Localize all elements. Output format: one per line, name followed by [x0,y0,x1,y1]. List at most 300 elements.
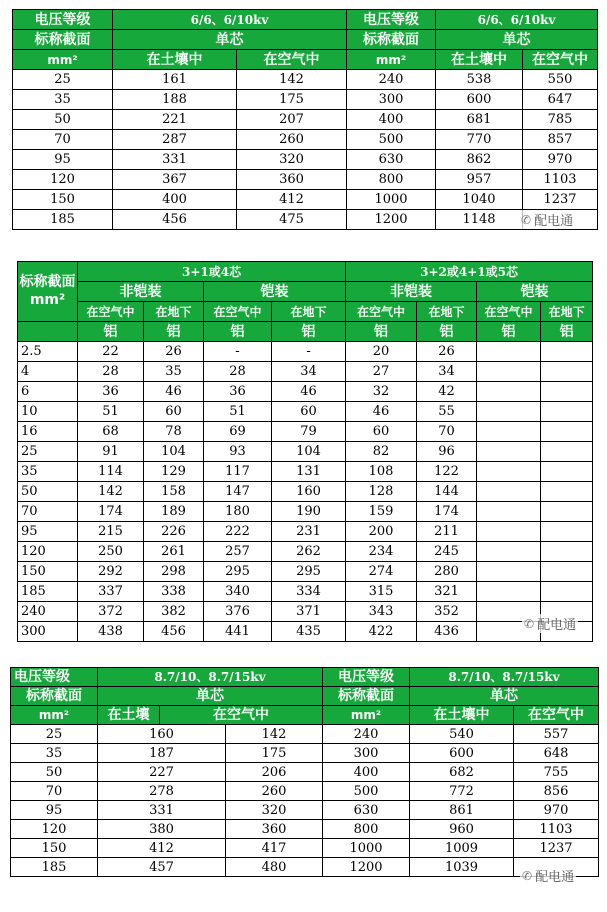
armored-air-cell: 147 [204,482,272,502]
unarmored-ground-cell: 226 [144,522,204,542]
air-value-cell: 360 [237,170,347,190]
armored-air-cell: 93 [204,442,272,462]
section-cell: 300 [347,90,436,110]
unarmored-ground-cell: 96 [417,442,477,462]
air-value-cell: 175 [237,90,347,110]
armored-header: 铠装 [477,282,593,302]
armored-air-cell: - [204,342,272,362]
table-row [13,110,598,130]
section-cell: 500 [323,782,410,801]
unarmored-air-cell: 28 [78,362,144,382]
unarmored-air-cell: 32 [346,382,417,402]
col-underground: 在地下 [272,302,346,322]
unarmored-air-cell: 36 [78,382,144,402]
armored-air-cell [477,482,541,502]
soil-value-cell: 331 [98,801,226,820]
unarmored-ground-cell: 338 [144,582,204,602]
table-row [11,744,599,763]
armored-air-cell: 340 [204,582,272,602]
soil-value-cell: 960 [410,820,514,839]
armored-air-cell [477,362,541,382]
unarmored-ground-cell: 352 [417,602,477,622]
unarmored-ground-cell: 382 [144,602,204,622]
section-cell: 240 [347,70,436,90]
armored-ground-cell [541,442,593,462]
aluminum-header: 铝 [78,322,144,342]
watermark-text: 配电通 [534,214,574,229]
unarmored-ground-cell: 158 [144,482,204,502]
unarmored-ground-cell: 78 [144,422,204,442]
unarmored-ground-cell: 280 [417,562,477,582]
armored-air-cell [477,422,541,442]
section-cell: 2.5 [18,342,78,362]
aluminum-header: 铝 [272,322,346,342]
chat-bubble-icon: ✆ [522,868,533,883]
unarmored-air-cell: 51 [78,402,144,422]
table-row [13,170,598,190]
air-value-cell: 412 [237,190,347,210]
table-row [18,382,593,402]
unarmored-ground-cell: 298 [144,562,204,582]
armored-ground-cell [541,402,593,422]
table-row [13,210,598,230]
section-cell: 1200 [323,858,410,877]
core-header: 单芯 [113,30,347,50]
col-in-air: 在空气中 [523,50,598,70]
armored-ground-cell: 160 [272,482,346,502]
unarmored-ground-cell: 129 [144,462,204,482]
air-value-cell: 475 [237,210,347,230]
table-row [11,801,599,820]
armored-air-cell: 180 [204,502,272,522]
table-row [18,442,593,462]
armored-ground-cell [541,562,593,582]
section-header: 标称截面 [13,30,113,50]
section-cell: 25 [11,725,98,744]
section-cell: 1200 [347,210,436,230]
table-row [11,839,599,858]
soil-value-cell: 457 [98,858,226,877]
table-row [18,342,593,362]
soil-value-cell: 770 [436,130,523,150]
aluminum-header: 铝 [204,322,272,342]
soil-value-cell: 187 [98,744,226,763]
unarmored-ground-cell: 321 [417,582,477,602]
armored-ground-cell: 295 [272,562,346,582]
col-in-air: 在空气中 [237,50,347,70]
table-row [18,602,593,622]
section-header: 标称截面 [323,687,410,706]
air-value-cell: 647 [523,90,598,110]
section-cell: 300 [323,744,410,763]
table-row [18,562,593,582]
table1-body [13,70,598,230]
air-value-cell: 1103 [523,170,598,190]
armored-ground-cell: 60 [272,402,346,422]
voltage-value: 8.7/10、8.7/15kv [98,668,323,687]
armored-ground-cell [541,502,593,522]
unarmored-air-cell: 422 [346,622,417,642]
unarmored-air-cell: 22 [78,342,144,362]
soil-value-cell: 681 [436,110,523,130]
air-value-cell: 970 [514,801,599,820]
col-in-air: 在空气中 [477,302,541,322]
soil-value-cell: 538 [436,70,523,90]
unarmored-ground-cell: 55 [417,402,477,422]
aluminum-header: 铝 [144,322,204,342]
watermark [520,866,576,885]
armored-air-cell: 36 [204,382,272,402]
soil-value-cell: 278 [98,782,226,801]
unarmored-ground-cell: 211 [417,522,477,542]
air-value-cell: 1237 [514,839,599,858]
table-row [11,858,599,877]
core-header: 单芯 [410,687,599,706]
table-row [18,522,593,542]
unarmored-air-cell: 114 [78,462,144,482]
armored-air-cell: 295 [204,562,272,582]
section-cell: 1000 [347,190,436,210]
unarmored-air-cell: 142 [78,482,144,502]
soil-value-cell: 367 [113,170,237,190]
unit-header: mm² [11,706,98,725]
unarmored-air-cell: 174 [78,502,144,522]
section-cell: 50 [11,763,98,782]
soil-value-cell: 400 [113,190,237,210]
armored-air-cell [477,442,541,462]
section-cell: 120 [13,170,113,190]
section-cell: 50 [13,110,113,130]
soil-value-cell: 540 [410,725,514,744]
armored-air-cell: 28 [204,362,272,382]
aluminum-header: 铝 [477,322,541,342]
armored-ground-cell: 46 [272,382,346,402]
unarmored-air-cell: 82 [346,442,417,462]
chat-bubble-icon: ✆ [521,212,532,227]
chat-bubble-icon: ✆ [524,616,535,631]
armored-air-cell: 117 [204,462,272,482]
unarmored-ground-cell: 70 [417,422,477,442]
section-cell: 95 [11,801,98,820]
section-cell: 35 [11,744,98,763]
unarmored-air-cell: 27 [346,362,417,382]
soil-value-cell: 1148 [436,210,523,230]
voltage-value: 8.7/10、8.7/15kv [410,668,599,687]
armored-ground-cell: 34 [272,362,346,382]
col-underground: 在地下 [541,302,593,322]
section-cell: 240 [18,602,78,622]
table-row [18,422,593,442]
unarmored-ground-cell: 60 [144,402,204,422]
unarmored-air-cell: 91 [78,442,144,462]
section-cell: 35 [18,462,78,482]
col-in-air: 在空气中 [514,706,599,725]
section-cell: 185 [11,858,98,877]
table-6kv-single-core [12,9,598,230]
unarmored-air-cell: 250 [78,542,144,562]
section-cell: 35 [13,90,113,110]
col-in-air: 在空气中 [346,302,417,322]
air-value-cell: 260 [226,782,323,801]
table-row [18,402,593,422]
unarmored-ground-cell: 436 [417,622,477,642]
section-cell: 400 [347,110,436,130]
armored-ground-cell [541,542,593,562]
soil-value-cell: 227 [98,763,226,782]
unarmored-ground-cell: 261 [144,542,204,562]
unarmored-ground-cell: 46 [144,382,204,402]
armored-air-cell: 376 [204,602,272,622]
voltage-level-header: 电压等级 [323,668,410,687]
section-cell: 25 [18,442,78,462]
col-in-soil: 在土壤中 [113,50,237,70]
air-value-cell: 260 [237,130,347,150]
air-value-cell: 785 [523,110,598,130]
armored-ground-cell: 231 [272,522,346,542]
unarmored-air-cell: 68 [78,422,144,442]
table-row [18,482,593,502]
section-cell: 1000 [323,839,410,858]
voltage-level-header: 电压等级 [13,10,113,30]
armored-ground-cell [541,522,593,542]
core-header: 单芯 [436,30,598,50]
air-value-cell: 207 [237,110,347,130]
col-in-soil: 在土壤 [98,706,160,725]
table3-body [11,725,599,877]
unarmored-air-cell: 234 [346,542,417,562]
armored-air-cell [477,522,541,542]
section-cell: 95 [13,150,113,170]
soil-value-cell: 456 [113,210,237,230]
soil-value-cell: 331 [113,150,237,170]
section-cell: 500 [347,130,436,150]
voltage-level-header: 电压等级 [347,10,436,30]
armored-air-cell [477,342,541,362]
armored-ground-cell [541,582,593,602]
armored-air-cell: 257 [204,542,272,562]
table-row [13,150,598,170]
armored-ground-cell: 104 [272,442,346,462]
unarmored-ground-cell: 26 [144,342,204,362]
armored-ground-cell [541,482,593,502]
unarmored-air-cell: 46 [346,402,417,422]
soil-value-cell: 862 [436,150,523,170]
section-header: 标称截面mm² [18,262,78,322]
unit-header: mm² [323,706,410,725]
group-4-core: 3+1或4芯 [78,262,346,282]
section-cell: 630 [347,150,436,170]
unarmored-ground-cell: 34 [417,362,477,382]
air-value-cell: 1103 [514,820,599,839]
unarmored-header: 非铠装 [78,282,204,302]
watermark [519,210,575,229]
armored-ground-cell: 190 [272,502,346,522]
section-cell: 185 [13,210,113,230]
col-underground: 在地下 [144,302,204,322]
armored-ground-cell: 131 [272,462,346,482]
armored-air-cell [477,402,541,422]
table-row [18,502,593,522]
armored-ground-cell: - [272,342,346,362]
section-cell: 240 [323,725,410,744]
table-8-7kv-single-core [10,667,599,877]
air-value-cell: 970 [523,150,598,170]
section-cell: 150 [18,562,78,582]
unarmored-air-cell: 292 [78,562,144,582]
watermark-text: 配电通 [535,870,575,885]
air-value-cell: 857 [523,130,598,150]
blank-header [18,322,78,342]
armored-ground-cell [541,462,593,482]
table-row [11,782,599,801]
armored-air-cell: 222 [204,522,272,542]
soil-value-cell: 1040 [436,190,523,210]
air-value-cell: 550 [523,70,598,90]
armored-air-cell [477,542,541,562]
armored-air-cell [477,562,541,582]
table-multi-core [17,261,593,642]
unarmored-header: 非铠装 [346,282,477,302]
soil-value-cell: 161 [113,70,237,90]
section-cell: 70 [13,130,113,150]
armored-air-cell: 51 [204,402,272,422]
unarmored-ground-cell: 245 [417,542,477,562]
unarmored-ground-cell: 26 [417,342,477,362]
voltage-level-header: 电压等级 [11,668,98,687]
unarmored-air-cell: 372 [78,602,144,622]
watermark-text: 配电通 [537,618,577,633]
unarmored-air-cell: 128 [346,482,417,502]
table-row [11,820,599,839]
air-value-cell: 320 [226,801,323,820]
voltage-value: 6/6、6/10kv [436,10,598,30]
armored-ground-cell: 371 [272,602,346,622]
unarmored-ground-cell: 104 [144,442,204,462]
table-row [18,622,593,642]
unarmored-ground-cell: 122 [417,462,477,482]
armored-air-cell [477,462,541,482]
section-cell: 4 [18,362,78,382]
unarmored-air-cell: 60 [346,422,417,442]
armored-ground-cell: 334 [272,582,346,602]
table-row [11,725,599,744]
table-row [18,362,593,382]
section-cell: 95 [18,522,78,542]
section-cell: 70 [11,782,98,801]
section-cell: 25 [13,70,113,90]
section-cell: 800 [323,820,410,839]
watermark [522,614,578,633]
unarmored-ground-cell: 174 [417,502,477,522]
section-cell: 150 [13,190,113,210]
unarmored-ground-cell: 144 [417,482,477,502]
unarmored-air-cell: 274 [346,562,417,582]
section-cell: 50 [18,482,78,502]
core-header: 单芯 [98,687,323,706]
air-value-cell: 142 [237,70,347,90]
armored-air-cell: 441 [204,622,272,642]
armored-air-cell [477,502,541,522]
armored-header: 铠装 [204,282,346,302]
col-in-air: 在空气中 [204,302,272,322]
section-cell: 185 [18,582,78,602]
aluminum-header: 铝 [541,322,593,342]
soil-value-cell: 1039 [410,858,514,877]
section-header: 标称截面 [11,687,98,706]
unarmored-air-cell: 215 [78,522,144,542]
soil-value-cell: 221 [113,110,237,130]
table-row [18,542,593,562]
air-value-cell: 755 [514,763,599,782]
air-value-cell: 175 [226,744,323,763]
unarmored-air-cell: 438 [78,622,144,642]
air-value-cell: 648 [514,744,599,763]
unarmored-air-cell: 159 [346,502,417,522]
section-header: 标称截面 [347,30,436,50]
armored-air-cell [477,382,541,402]
soil-value-cell: 412 [98,839,226,858]
table-row [18,462,593,482]
soil-value-cell: 957 [436,170,523,190]
unarmored-ground-cell: 35 [144,362,204,382]
soil-value-cell: 861 [410,801,514,820]
unarmored-ground-cell: 42 [417,382,477,402]
soil-value-cell: 600 [436,90,523,110]
armored-air-cell [477,582,541,602]
unarmored-air-cell: 20 [346,342,417,362]
col-in-soil: 在土壤中 [410,706,514,725]
armored-ground-cell [541,382,593,402]
section-cell: 800 [347,170,436,190]
soil-value-cell: 600 [410,744,514,763]
section-cell: 16 [18,422,78,442]
col-in-air: 在空气中 [160,706,323,725]
air-value-cell: 417 [226,839,323,858]
section-cell: 300 [18,622,78,642]
table-row [13,130,598,150]
table-row [18,582,593,602]
section-cell: 630 [323,801,410,820]
soil-value-cell: 160 [98,725,226,744]
soil-value-cell: 380 [98,820,226,839]
air-value-cell: 480 [226,858,323,877]
section-cell: 10 [18,402,78,422]
soil-value-cell: 188 [113,90,237,110]
aluminum-header: 铝 [346,322,417,342]
section-cell: 400 [323,763,410,782]
section-cell: 6 [18,382,78,402]
soil-value-cell: 1009 [410,839,514,858]
armored-ground-cell [541,422,593,442]
table-row [13,90,598,110]
unit-header: mm² [13,50,113,70]
armored-ground-cell [541,362,593,382]
unit-header: mm² [347,50,436,70]
soil-value-cell: 682 [410,763,514,782]
air-value-cell: 360 [226,820,323,839]
unarmored-ground-cell: 189 [144,502,204,522]
table-row [13,70,598,90]
col-in-soil: 在土壤中 [436,50,523,70]
section-cell: 120 [18,542,78,562]
section-cell: 150 [11,839,98,858]
air-value-cell: 320 [237,150,347,170]
unarmored-air-cell: 200 [346,522,417,542]
aluminum-header: 铝 [417,322,477,342]
group-5-core: 3+2或4+1或5芯 [346,262,593,282]
unarmored-air-cell: 337 [78,582,144,602]
soil-value-cell: 287 [113,130,237,150]
